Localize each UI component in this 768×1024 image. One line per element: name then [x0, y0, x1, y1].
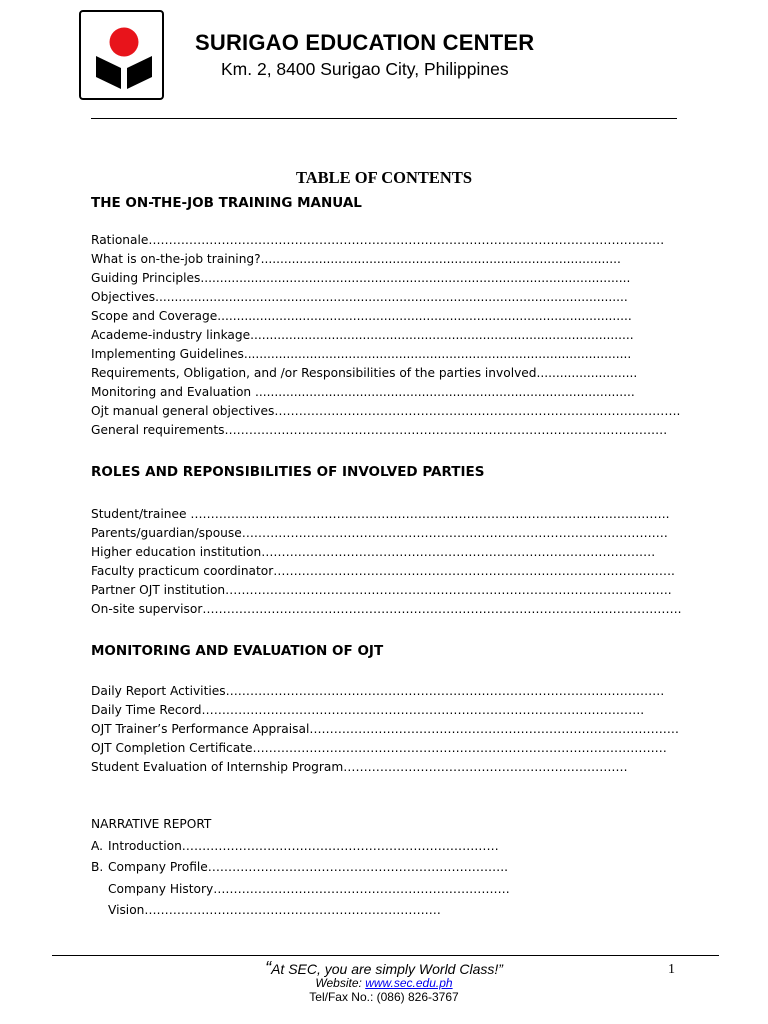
narrative-item-text: Company Profile………………………………………………………………..	[108, 860, 508, 874]
footer-tel: Tel/Fax No.: (086) 826-3767	[309, 990, 459, 1004]
toc-entry[interactable]: Rationale……………………………………………………………………………………………………………….	[91, 233, 665, 247]
footer-divider	[52, 955, 719, 956]
toc-entry[interactable]: Objectives..........................................................................................................................	[91, 290, 628, 304]
list-marker: B.	[91, 860, 104, 874]
toc-entry[interactable]: Higher education institution…………………………………………………………………………………….	[91, 545, 656, 559]
toc-entry[interactable]: Student/trainee ……………………………………………………………………………………………………….	[91, 507, 670, 521]
narrative-item[interactable]	[91, 857, 691, 879]
website-label: Website:	[315, 976, 366, 990]
section-heading-monitoring: MONITORING AND EVALUATION OF OJT	[91, 643, 384, 659]
toc-list-roles	[91, 505, 691, 619]
narrative-item[interactable]	[91, 836, 691, 858]
toc-entry[interactable]: Monitoring and Evaluation ..................................................................................................	[91, 385, 635, 399]
narrative-item-text: Introduction……………………………………………………………………	[108, 838, 499, 853]
narrative-subitem[interactable]: Vision……………………………………………………………….	[108, 903, 441, 917]
toc-entry[interactable]: Scope and Coverage...........................................................................................................	[91, 309, 632, 323]
toc-entry[interactable]: Parents/guardian/spouse………………………………………………………………………………..………….	[91, 526, 668, 540]
toc-entry[interactable]: Guiding Principles...............................................................................................................	[91, 271, 631, 285]
organization-address: Km. 2, 8400 Surigao City, Philippines	[221, 59, 509, 79]
toc-entry[interactable]: Academe-industry linkage...................................................................................................	[91, 328, 634, 342]
footer-website	[0, 976, 768, 990]
toc-entry[interactable]: Faculty practicum coordinator………………………………………………………………………………..…….	[91, 564, 675, 578]
page-number: 1	[668, 962, 675, 977]
list-marker: A.	[91, 838, 103, 853]
school-logo	[79, 10, 164, 100]
motto-quote-mark: “	[265, 958, 272, 978]
toc-entry[interactable]: What is on-the-job training?.............................................................................................	[91, 252, 621, 266]
toc-title: TABLE OF CONTENTS	[295, 168, 473, 187]
sec-logo-icon	[81, 12, 166, 102]
section-heading-ojt-manual: THE ON-THE-JOB TRAINING MANUAL	[91, 195, 362, 211]
website-link[interactable]: www.sec.edu.ph	[365, 976, 453, 990]
header-divider	[91, 118, 677, 119]
section-heading-roles: ROLES AND REPONSIBILITIES OF INVOLVED PARTIES	[91, 464, 485, 480]
toc-entry[interactable]: Requirements, Obligation, and /or Responsibilities of the parties involved..........................	[91, 366, 638, 380]
toc-entry[interactable]: Implementing Guidelines....................................................................................................	[91, 347, 632, 361]
motto-text: At SEC, you are simply World Class!”	[271, 961, 503, 977]
toc-entry[interactable]: General requirements……………………………………………………………………………………………….	[91, 423, 668, 437]
narrative-report-block	[91, 814, 691, 922]
toc-entry[interactable]: OJT Completion Certificate…………………………………………………………………………………………	[91, 741, 667, 755]
toc-entry[interactable]: Daily Report Activities………………………………………………………………………………………………	[91, 684, 665, 698]
toc-entry[interactable]: Ojt manual general objectives……………………………………………………………………………………….	[91, 404, 681, 418]
toc-list-ojt-manual	[91, 231, 691, 440]
organization-name: SURIGAO EDUCATION CENTER	[195, 30, 535, 55]
toc-entry[interactable]: Daily Time Record……………………………………………………………………………………………….	[91, 703, 645, 717]
toc-entry[interactable]: Student Evaluation of Internship Program…………………………………………………………….	[91, 760, 628, 774]
toc-list-monitoring	[91, 682, 691, 777]
toc-entry[interactable]: Partner OJT institution…………………………………………………………………………………………….….	[91, 583, 672, 597]
toc-entry[interactable]: OJT Trainer’s Performance Appraisal……………………………………………………………………………….	[91, 722, 679, 736]
toc-entry[interactable]: On-site supervisor……………………………………………………………………………………………………….	[91, 602, 682, 616]
narrative-subitem[interactable]: Company History……………………………………………………………….	[108, 881, 510, 896]
narrative-heading: NARRATIVE REPORT	[91, 817, 212, 831]
